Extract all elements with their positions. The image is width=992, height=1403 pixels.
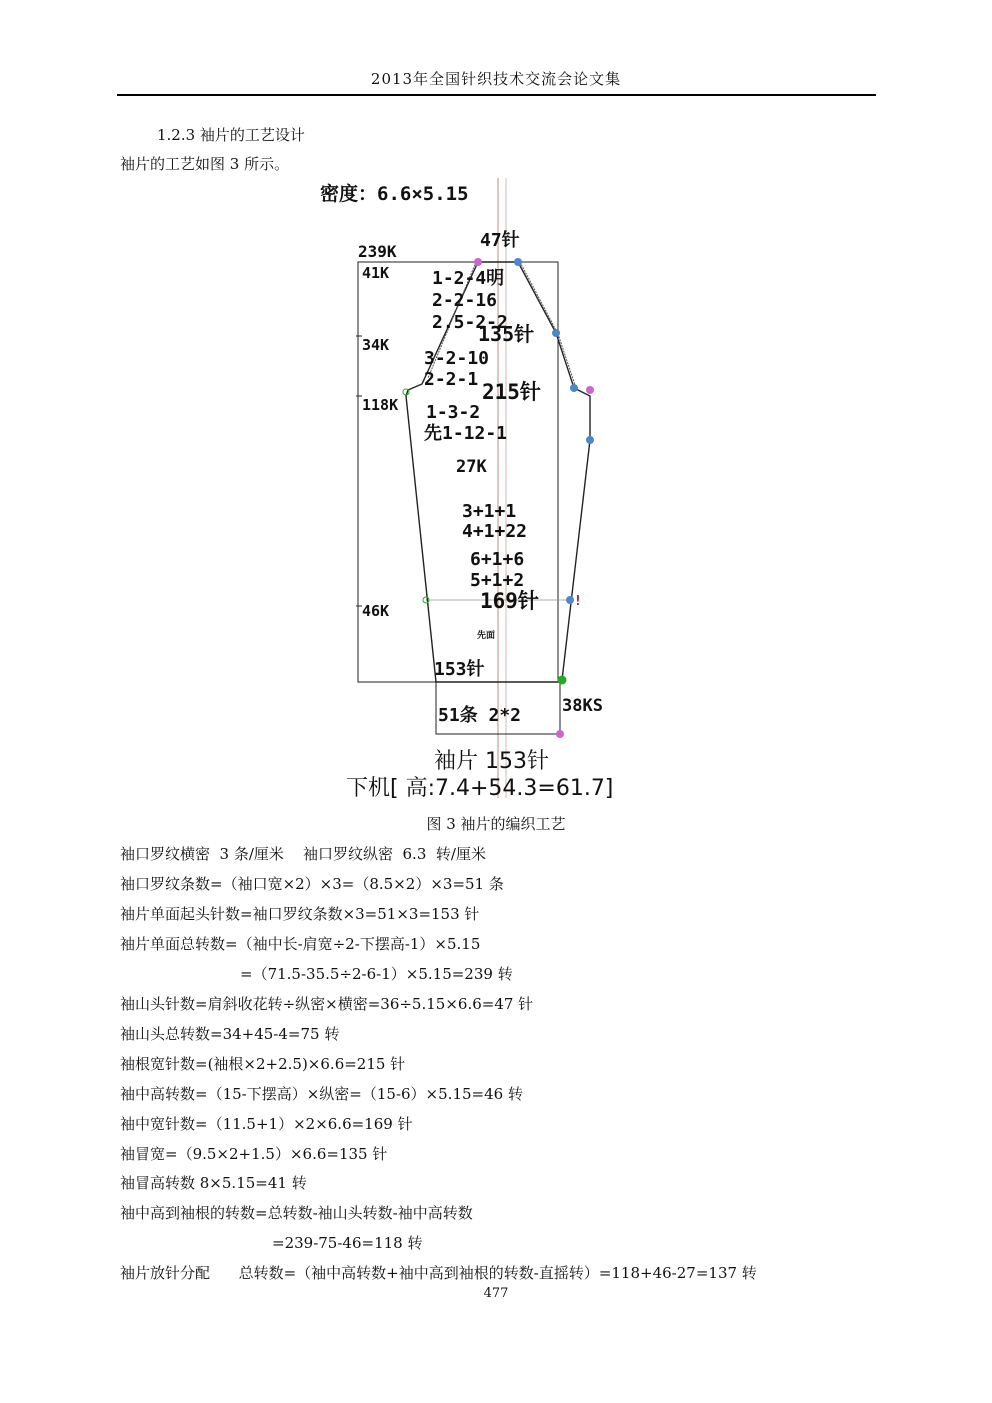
node-pink [586, 386, 594, 394]
rule-5: 2-2-1 [424, 369, 479, 390]
rule-7: 先1-12-1 [424, 423, 508, 444]
node-blue [514, 258, 522, 266]
text-line: 袖片放针分配 总转数=（袖中高转数+袖中高到袖根的转数-直摇转）=118+46-27=137 转 [120, 1264, 757, 1282]
figure-title: 袖片 153针 [434, 749, 549, 774]
node-pink [556, 730, 564, 738]
node-blue [570, 384, 578, 392]
text-line: =239-75-46=118 转 [272, 1234, 423, 1252]
label-41k: 41K [362, 264, 390, 282]
rule-6: 1-3-2 [426, 402, 481, 423]
label-27k: 27K [456, 457, 487, 477]
increase-1: 3+1+1 [462, 501, 517, 522]
text-line: 袖口罗纹横密 3 条/厘米 袖口罗纹纵密 6.3 转/厘米 [120, 845, 486, 863]
sleeve-diagram [150, 178, 770, 798]
density-label: 密度：6.6×5.15 [320, 183, 469, 205]
label-215-needles: 215针 [482, 380, 541, 404]
node-blue [586, 436, 594, 444]
label-169-needles: 169针 [480, 589, 539, 613]
mark-label: 先面 [477, 631, 496, 641]
text-line: 袖山头针数=肩斜收花转÷纵密×横密=36÷5.15×6.6=47 针 [120, 995, 534, 1013]
increase-3: 6+1+6 [470, 549, 525, 570]
text-line: 袖山头总转数=34+45-4=75 转 [120, 1025, 340, 1043]
label-153-needles: 153针 [434, 659, 485, 680]
node-blue [566, 596, 574, 604]
sleeve-diagram-svg [150, 178, 770, 798]
text-line: 袖冒高转数 8×5.15=41 转 [120, 1174, 307, 1192]
label-38ks: 38KS [562, 696, 603, 716]
header-rule [117, 94, 876, 96]
label-239k: 239K [358, 242, 397, 261]
increase-2: 4+1+22 [462, 521, 528, 542]
label-46k: 46K [362, 602, 390, 620]
node-blue [552, 329, 560, 337]
rule-4: 3-2-10 [424, 348, 490, 369]
text-line: 袖片单面起头针数=袖口罗纹条数×3=51×3=153 针 [120, 905, 480, 923]
page-number: 477 [483, 1286, 509, 1301]
figure-intro: 袖片的工艺如图 3 所示。 [120, 155, 290, 173]
label-34k: 34K [362, 336, 390, 354]
rule-3: 2.5-2-2 [432, 312, 508, 333]
text-line: 袖口罗纹条数=（袖口宽×2）×3=（8.5×2）×3=51 条 [120, 875, 504, 893]
text-line: 袖中高到袖根的转数=总转数-袖山头转数-袖中高转数 [120, 1204, 473, 1222]
warning-mark: ! [574, 594, 582, 609]
label-135-needles: 135针 [478, 322, 535, 346]
section-title: 1.2.3 袖片的工艺设计 [157, 126, 305, 144]
cuff-rib-label: 51条 2*2 [438, 705, 522, 726]
text-line: 袖片单面总转数=（袖中长-肩宽÷2-下摆高-1）×5.15 [120, 935, 481, 953]
node-pink [474, 258, 482, 266]
text-line: 袖冒宽=（9.5×2+1.5）×6.6=135 针 [120, 1145, 388, 1163]
running-header: 2013年全国针织技术交流会论文集 [370, 70, 622, 88]
text-line: 袖中宽针数=（11.5+1）×2×6.6=169 针 [120, 1115, 413, 1133]
text-line: 袖中高转数=（15-下摆高）×纵密=（15-6）×5.15=46 转 [120, 1085, 523, 1103]
text-line: 袖根宽针数=(袖根×2+2.5)×6.6=215 针 [120, 1055, 406, 1073]
increase-4: 5+1+2 [470, 570, 525, 591]
rule-2: 2-2-16 [432, 290, 498, 311]
label-47-needles: 47针 [480, 230, 520, 251]
label-118k: 118K [362, 396, 399, 414]
machine-height: 下机[ 高:7.4+54.3=61.7] [346, 776, 614, 798]
rule-1: 1-2-4明 [432, 268, 505, 289]
figure-caption: 图 3 袖片的编织工艺 [426, 815, 566, 833]
node-green [558, 676, 567, 685]
text-line: =（71.5-35.5÷2-6-1）×5.15=239 转 [240, 965, 513, 983]
